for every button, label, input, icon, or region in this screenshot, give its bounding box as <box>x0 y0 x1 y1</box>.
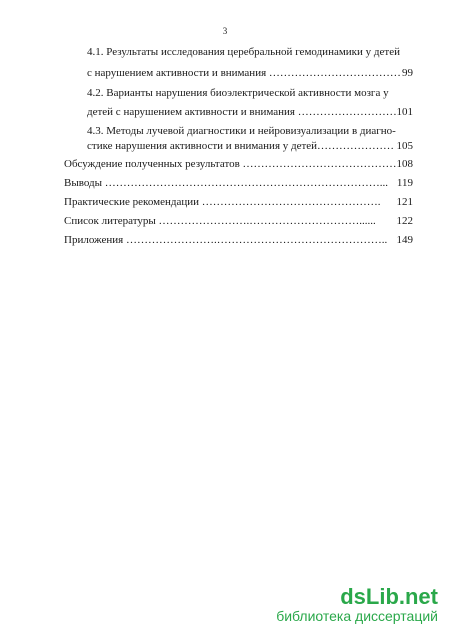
toc-recommendations: Практические рекомендации …………………………………………. <box>64 196 381 208</box>
toc-discussion: Обсуждение полученных результатов …………………………………… <box>64 158 397 170</box>
toc-conclusions-page: 119 <box>396 177 413 189</box>
toc-4-3-page: 105 <box>396 140 413 152</box>
toc-4-3-line2: стике нарушения активности и внимания у детей………………… <box>87 140 395 152</box>
toc-conclusions: Выводы …………………………………………………………………... <box>64 177 389 189</box>
dslib-logo: dsLib.net <box>340 584 438 609</box>
toc-4-1-line1: 4.1. Результаты исследования церебральной гемодинамики у детей <box>87 46 400 58</box>
toc-4-2-line1: 4.2. Варианты нарушения биоэлектрической активности мозга у <box>87 87 389 99</box>
page-number: 3 <box>222 26 228 36</box>
dslib-subtitle: библиотека диссертаций <box>276 608 438 624</box>
toc-appendices: Приложения …………………….……………………………………….. <box>64 234 388 246</box>
toc-references: Список литературы …………………….…………………………...... <box>64 215 376 227</box>
toc-4-2-page: 101 <box>396 106 413 118</box>
toc-appendices-page: 149 <box>396 234 413 246</box>
toc-recommendations-page: 121 <box>396 196 413 208</box>
toc-4-1-line2: с нарушением активности и внимания ……………………………… <box>87 67 401 79</box>
toc-4-3-line1: 4.3. Методы лучевой диагностики и нейровизуализации в диагно- <box>87 125 396 137</box>
toc-4-1-page: 99 <box>402 67 413 79</box>
toc-4-2-line2: детей с нарушением активности и внимания ……………………… <box>87 106 397 118</box>
toc-discussion-page: 108 <box>396 158 413 170</box>
toc-references-page: 122 <box>396 215 413 227</box>
dslib-watermark <box>276 586 438 624</box>
